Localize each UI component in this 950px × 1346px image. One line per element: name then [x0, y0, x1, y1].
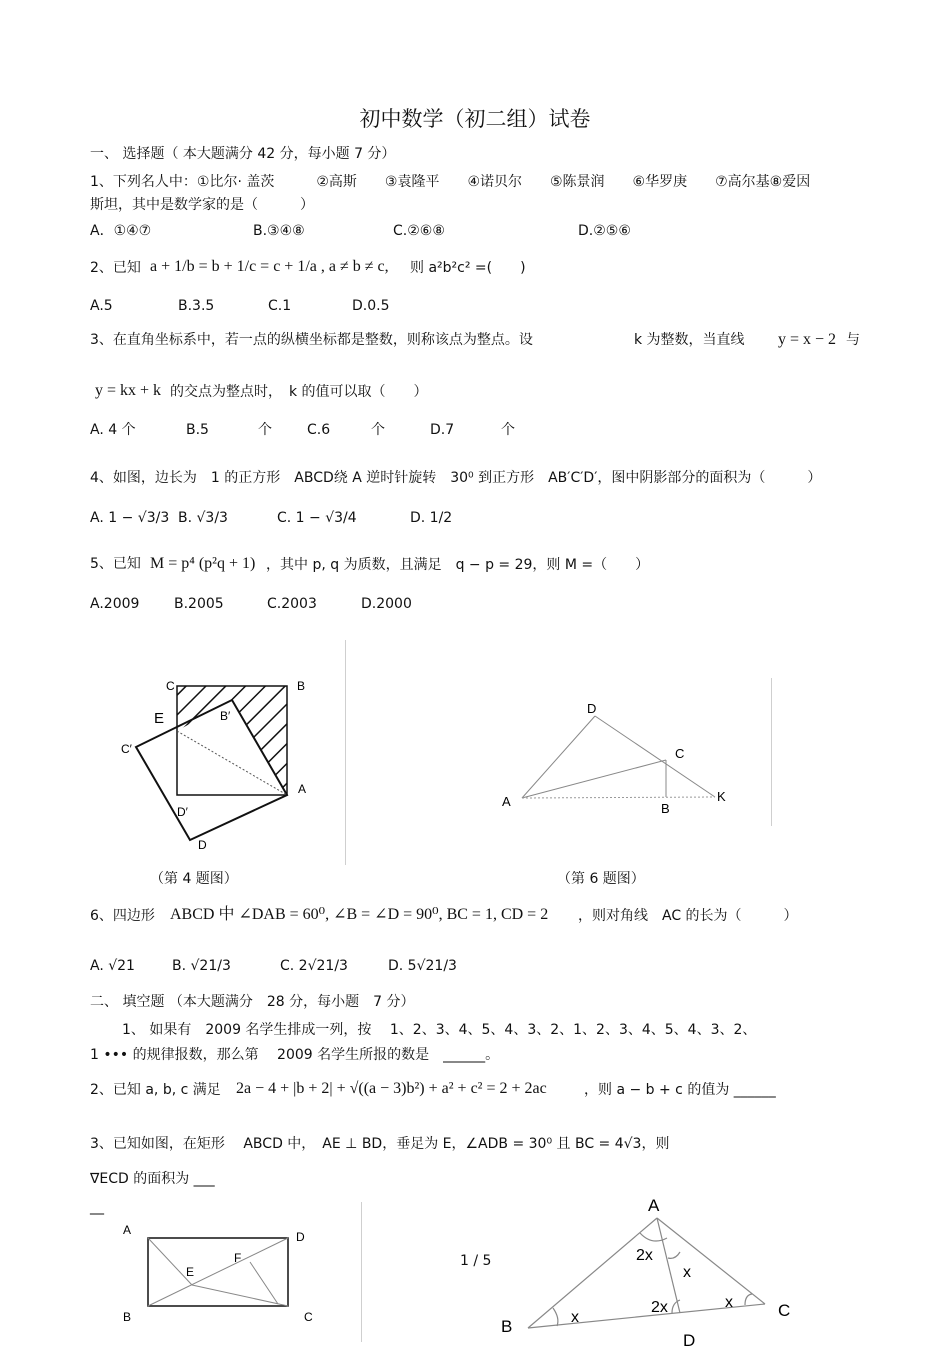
rect-label-c: C: [304, 1310, 313, 1324]
fig4-label-c: C: [166, 679, 175, 693]
q5-option-c: C.2003: [267, 596, 317, 612]
q5-option-d: D.2000: [361, 596, 412, 612]
tri-label-a: A: [648, 1196, 660, 1215]
q1-option-d: D.②⑤⑥: [578, 223, 631, 239]
q2-prefix: 2、已知: [90, 260, 141, 276]
q1-option-a: A．①④⑦: [90, 223, 152, 239]
q3-eq1: y = x − 2: [778, 331, 837, 348]
q3-option-b: B.5: [186, 422, 209, 438]
f2-prefix: 2、已知 a, b, c 满足: [90, 1082, 221, 1098]
q3-eq2: y = kx + k: [95, 382, 162, 399]
q2-option-b: B.3.5: [178, 298, 215, 314]
q3-option-d: D.7: [430, 422, 455, 438]
fig6-caption: （第 6 题图）: [557, 871, 645, 887]
page-title: 初中数学（初二组）试卷: [359, 107, 591, 131]
q6-option-b: B. √21/3: [172, 958, 231, 974]
fig4-caption: （第 4 题图）: [150, 871, 238, 887]
tri-label-2x-top: 2x: [636, 1247, 653, 1264]
q3-option-c: C.6: [307, 422, 331, 438]
fig4-label-d: D: [198, 838, 207, 852]
figure-4: [110, 670, 330, 855]
f3-line1: 3、已知如图，在矩形 ABCD 中， AE ⊥ BD，垂足为 E，∠ADB = 30⁰ 且 BC = 4√3，则: [90, 1136, 670, 1152]
q3-unit-d: 个: [501, 422, 515, 438]
fig4-label-e: E: [154, 710, 165, 727]
figure-triangle: [495, 1190, 805, 1346]
q5-option-b: B.2005: [174, 596, 224, 612]
q6-prefix: 6、四边形: [90, 908, 155, 924]
q5-prefix: 5、已知: [90, 556, 141, 572]
q3-unit-b: 个: [258, 422, 272, 438]
fig4-label-a: A: [298, 782, 307, 796]
tri-label-c: C: [778, 1301, 791, 1320]
q1-line1: 1、下列名人中：①比尔· 盖茨 ②高斯 ③袁隆平 ④诺贝尔 ⑤陈景润 ⑥华罗庚 ⑦高尔基⑧爱因: [90, 174, 811, 190]
tri-label-x-right: x: [683, 1264, 691, 1281]
figure-6: [495, 695, 735, 820]
q2-option-c: C.1: [268, 298, 292, 314]
f2-eq: 2a − 4 + |b + 2| + √((a − 3)b²) + a² + c² = 2 + 2ac: [236, 1080, 547, 1097]
rect-label-d: D: [296, 1230, 305, 1244]
q4-option-d: D. 1/2: [410, 510, 453, 526]
q4-option-a: A. 1 − √3/3: [90, 510, 170, 526]
q3-unit-c: 个: [371, 422, 385, 438]
fig6-label-c: C: [675, 746, 685, 761]
q6-option-a: A. √21: [90, 958, 135, 974]
shaded-region: [177, 686, 287, 795]
fig6-label-a: A: [502, 794, 511, 809]
tri-label-b: B: [501, 1317, 513, 1336]
tri-label-d: D: [683, 1331, 696, 1346]
fig6-label-d: D: [587, 701, 597, 716]
q6-suffix: ，则对角线 AC 的长为（ ）: [578, 908, 798, 924]
q3-line2: 的交点为整点时， k 的值可以取（ ）: [170, 384, 428, 400]
q3-k-text: k 为整数，当直线: [634, 332, 745, 348]
q2-condition: a + 1/b = b + 1/c = c + 1/a , a ≠ b ≠ c,: [150, 258, 389, 275]
fig4-label-d-prime: D′: [177, 805, 188, 819]
figure-rectangle: [115, 1220, 325, 1330]
q2-suffix: 则 a²b²c² =( ): [410, 260, 526, 276]
fig4-label-b-prime: B′: [220, 709, 231, 723]
rect-label-a: A: [123, 1223, 132, 1237]
tri-label-x-b: x: [571, 1309, 579, 1326]
q5-mid: ，其中 p, q 为质数，且满足 q − p = 29，则 M =（ ）: [266, 557, 650, 573]
q6-eq: ABCD 中 ∠DAB = 60⁰, ∠B = ∠D = 90⁰, BC = 1, CD = 2: [170, 906, 549, 923]
q4-option-b: B. √3/3: [178, 510, 228, 526]
tri-label-2x-bottom: 2x: [651, 1299, 668, 1316]
f1-line1: 1、 如果有 2009 名学生排成一列，按 1、2、3、4、5、4、3、2、1、2、3、4、5、4、3、2、: [122, 1022, 757, 1038]
fig6-label-k: K: [717, 789, 726, 804]
f1-line2: 1 ••• 的规律报数，那么第 2009 名学生所报的数是 ______。: [90, 1047, 500, 1063]
f3-line3: __: [90, 1199, 104, 1215]
q1-line2: 斯坦，其中是数学家的是（ ）: [90, 197, 314, 213]
section2-heading: 二、 填空题 （本大题满分 28 分，每小题 7 分）: [90, 994, 415, 1010]
fig4-label-c-prime: C′: [121, 742, 132, 756]
q3-yu: 与: [846, 332, 860, 348]
q5-eq: M = p⁴ (p²q + 1): [150, 555, 256, 572]
q5-option-a: A.2009: [90, 596, 140, 612]
q2-option-a: A.5: [90, 298, 113, 314]
rect-label-b: B: [123, 1310, 132, 1324]
f3-line2: ∇ECD 的面积为 ___: [90, 1171, 215, 1187]
q6-option-c: C. 2√21/3: [280, 958, 348, 974]
bottom-figure-divider: [361, 1202, 362, 1342]
figure-divider-right: [771, 678, 772, 826]
rect-label-f: F: [234, 1251, 242, 1265]
q6-option-d: D. 5√21/3: [388, 958, 457, 974]
fig4-label-b: B: [297, 679, 306, 693]
rect-label-e: E: [186, 1265, 195, 1279]
f2-suffix: ，则 a − b + c 的值为 ______: [584, 1082, 776, 1098]
q1-option-c: C.②⑥⑧: [393, 223, 445, 239]
q1-option-b: B.③④⑧: [253, 223, 305, 239]
q3-option-a: A. 4 个: [90, 422, 136, 438]
tri-label-x-c: x: [725, 1294, 733, 1311]
q3-line1: 3、在直角坐标系中，若一点的纵横坐标都是整数，则称该点为整点。设: [90, 332, 533, 348]
q4-option-c: C. 1 − √3/4: [277, 510, 357, 526]
q2-option-d: D.0.5: [352, 298, 390, 314]
figure-divider: [345, 640, 346, 865]
q4-text: 4、如图，边长为 1 的正方形 ABCD绕 A 逆时针旋转 30⁰ 到正方形 AB′C′D′，图中阴影部分的面积为（ ）: [90, 470, 822, 486]
fig6-label-b: B: [661, 801, 670, 816]
page-number: 1 / 5: [460, 1253, 492, 1269]
section1-heading: 一、 选择题（ 本大题满分 42 分，每小题 7 分）: [90, 146, 396, 162]
